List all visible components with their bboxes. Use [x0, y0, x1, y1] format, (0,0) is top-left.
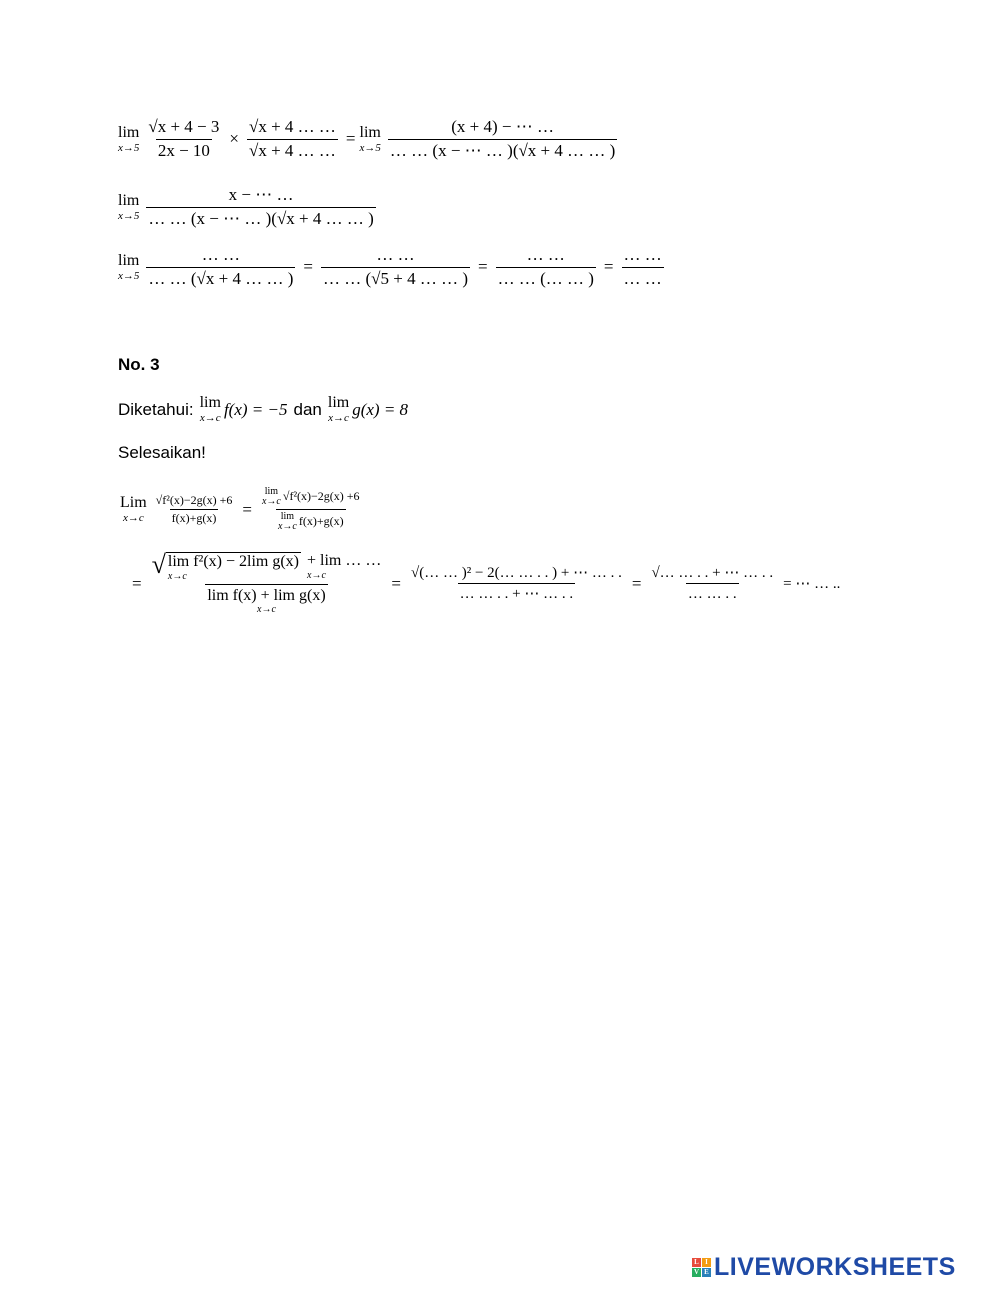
instruction-text: Selesaikan!	[118, 443, 206, 462]
given-f-value: f(x) = −5	[223, 399, 288, 419]
fraction: $\frac{√x + 4 \dots \dots}{√x + 4 \dots \dots}$	[249, 117, 336, 160]
equation-row-3	[118, 246, 668, 288]
limit-operator: lim x→5	[118, 251, 140, 282]
limit-operator: lim x→c	[327, 394, 350, 424]
fraction: $\frac{(x + 4) - \cdots \dots}{\dots \dots (x - \cdots \dots )(√x + 4 \dots \dots )}$	[389, 117, 616, 160]
limit-operator: lim x→5	[118, 191, 140, 222]
equals-sign: =	[132, 573, 142, 593]
fraction: $\frac{\dots \dots}{\dots \dots (\dots \dots )}$	[497, 245, 594, 288]
liveworksheets-logo	[692, 1253, 956, 1282]
given-statement	[118, 395, 408, 424]
given-label: Diketahui:	[118, 399, 194, 419]
equals-sign: =	[631, 573, 642, 593]
and-word: dan	[293, 399, 322, 419]
given-g-value: g(x) = 8	[352, 399, 409, 419]
limit-operator: lim x→c	[199, 394, 221, 424]
logo-mark-icon: L I V E	[692, 1258, 711, 1277]
fraction: $\frac{\dots \dots}{\dots \dots (√x + 4 \dots \dots )}$	[148, 245, 294, 288]
fraction: $\frac{√x + 4 - 3}{2x - 10}$	[148, 117, 220, 160]
fraction: $\frac{\text{√(… … )² − 2(… … . . ) + ⋯ … . .}}{\dots \dots . . + \cdots \dots . .}$	[410, 564, 622, 603]
equation-row-1	[118, 118, 621, 160]
times-operator: ×	[229, 129, 239, 149]
limit-operator: Lim x→c	[120, 494, 147, 524]
solution-line-2	[128, 552, 840, 615]
section-heading: No. 3	[118, 355, 160, 374]
fraction: $\frac{\dots \dots}{\dots \dots}$	[623, 245, 662, 288]
fraction: $\frac{√\dots \dots . . + \cdots \dots . .}{\dots \dots . .}$	[651, 564, 774, 603]
fraction: lim x→c √f²(x)−2g(x) +6 lim x→c f(x)+g(x)	[261, 486, 360, 532]
limit-operator: lim x→5	[359, 123, 381, 154]
solution-line-1	[120, 487, 366, 532]
equals-sign: =	[345, 129, 356, 149]
equation-row-2	[118, 186, 380, 228]
fraction: √ lim f²(x) − 2lim g(x) x→c + lim … … x→c lim f(x) + lim g(x) x→c	[151, 550, 382, 616]
fraction: $\frac{\dots \dots}{\dots \dots (√5 + 4 \dots \dots )}$	[322, 245, 468, 288]
fraction: $\frac{\text{√f²(x)−2g(x) +6}}{f(x)+g(x)}$	[155, 492, 233, 525]
equals-sign: =	[603, 257, 614, 277]
logo-text: LIVEWORKSHEETS	[714, 1253, 956, 1281]
equals-sign: =	[242, 499, 252, 519]
equals-sign: =	[477, 257, 488, 277]
limit-operator: lim x→5	[118, 123, 140, 154]
fraction: $\frac{x - \cdots \dots}{\dots \dots (x - \cdots \dots )(√x + 4 \dots \dots )}$	[148, 185, 374, 228]
equals-sign: =	[303, 257, 313, 277]
equals-sign: =	[391, 573, 401, 593]
final-result: = ⋯ … ..	[783, 576, 841, 593]
